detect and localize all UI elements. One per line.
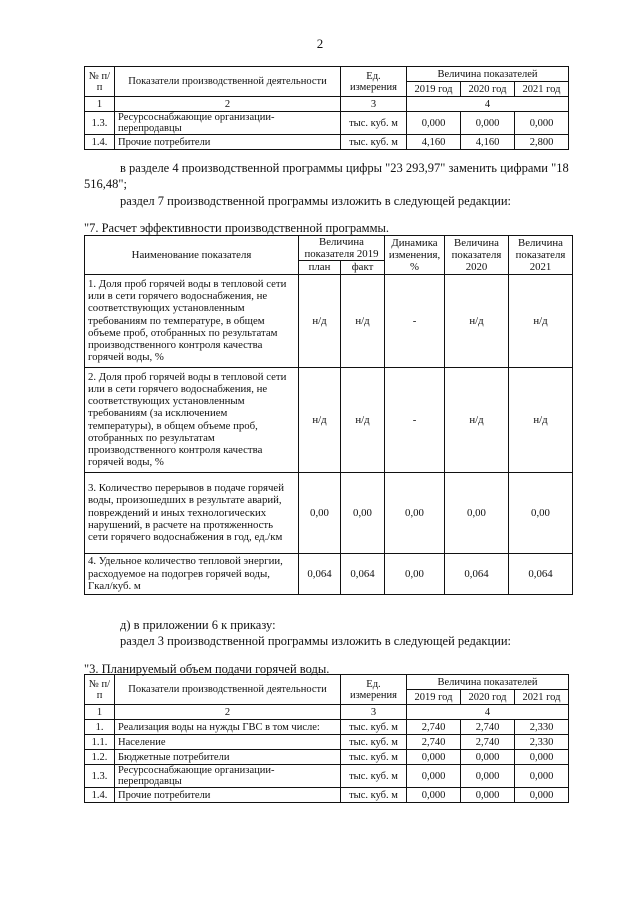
table-row — [85, 367, 573, 472]
table-header-row — [85, 67, 569, 82]
row-2021: 0,000 — [515, 788, 569, 803]
col-indicator-header: Показатели производственной деятельности — [115, 675, 341, 705]
production-table-top — [84, 66, 569, 150]
row-num: 1.1. — [85, 735, 115, 750]
row-fact: 0,00 — [341, 472, 385, 553]
colnum: 1 — [85, 705, 115, 720]
colnum: 3 — [341, 705, 407, 720]
row-2019: 4,160 — [407, 135, 461, 150]
row-dynamics: 0,00 — [385, 472, 445, 553]
row-2020: 0,00 — [445, 472, 509, 553]
row-num: 1.2. — [85, 750, 115, 765]
col-2020-header: 2020 год — [461, 690, 515, 705]
row-2021: 0,00 — [509, 472, 573, 553]
col-plan-header: план — [299, 261, 341, 274]
efficiency-table — [84, 235, 573, 595]
row-2020: 0,000 — [461, 112, 515, 135]
row-2021: 2,330 — [515, 720, 569, 735]
row-2021: 2,330 — [515, 735, 569, 750]
col-indicator-header: Показатели производственной деятельности — [115, 67, 341, 97]
table-row — [85, 112, 569, 135]
col-2021-header: Величина показателя 2021 — [509, 236, 573, 275]
row-2019: 0,000 — [407, 112, 461, 135]
row-unit: тыс. куб. м — [341, 765, 407, 788]
row-2020: 0,000 — [461, 750, 515, 765]
colnum: 1 — [85, 97, 115, 112]
row-2019: 2,740 — [407, 735, 461, 750]
row-2020: 0,064 — [445, 553, 509, 594]
paragraph-section7-intro: раздел 7 производственной программы изложить в следующей редакции: — [120, 194, 512, 208]
row-unit: тыс. куб. м — [341, 720, 407, 735]
row-2021: 0,064 — [509, 553, 573, 594]
col-fact-header: факт — [341, 261, 385, 274]
row-2020: 2,740 — [461, 735, 515, 750]
col-unit-header: Ед. измерения — [341, 675, 407, 705]
table-row — [85, 472, 573, 553]
section3-title: "3. Планируемый объем подачи горячей воды. — [84, 662, 330, 676]
col-unit-header: Ед. измерения — [341, 67, 407, 97]
row-name: Ресурсоснабжающие организации-перепродавцы — [115, 765, 341, 788]
row-num: 1.3. — [85, 112, 115, 135]
row-2020: 0,000 — [461, 788, 515, 803]
row-2021: н/д — [509, 274, 573, 367]
table-header-row — [85, 675, 569, 690]
row-num: 1.4. — [85, 135, 115, 150]
col-2020-header: Величина показателя 2020 — [445, 236, 509, 275]
row-name: 2. Доля проб горячей воды в тепловой сети или в сети горячего водоснабжения, не соответствующих установленным требованиям (за исключением температуры), в общем объеме проб, отобранных по результатам производственного контроля качества горячей воды, % — [85, 367, 299, 472]
row-2021: 0,000 — [515, 765, 569, 788]
hot-water-supply-table — [84, 674, 569, 803]
row-plan: 0,064 — [299, 553, 341, 594]
colnum: 4 — [407, 97, 569, 112]
col-2019-header: 2019 год — [407, 690, 461, 705]
row-2019: 2,740 — [407, 720, 461, 735]
row-name: 1. Доля проб горячей воды в тепловой сети или в сети горячего водоснабжения, не соответствующих установленным требованиям по температуре, в общем объеме проб, отобранных по результатам производственного контроля качества горячей воды, % — [85, 274, 299, 367]
row-num: 1. — [85, 720, 115, 735]
column-number-row — [85, 97, 569, 112]
colnum: 2 — [115, 97, 341, 112]
col-num-header: № п/п — [85, 675, 115, 705]
table-row — [85, 788, 569, 803]
col-name-header: Наименование показателя — [85, 236, 299, 275]
row-plan: н/д — [299, 367, 341, 472]
row-fact: н/д — [341, 367, 385, 472]
row-unit: тыс. куб. м — [341, 788, 407, 803]
colnum: 4 — [407, 705, 569, 720]
row-num: 1.4. — [85, 788, 115, 803]
row-2020: н/д — [445, 274, 509, 367]
row-unit: тыс. куб. м — [341, 750, 407, 765]
table-row — [85, 750, 569, 765]
row-unit: тыс. куб. м — [341, 135, 407, 150]
row-2020: 4,160 — [461, 135, 515, 150]
col-2019-header: Величина показателя 2019 — [299, 236, 385, 261]
col-2019-header: 2019 год — [407, 82, 461, 97]
paragraph-appendix6: д) в приложении 6 к приказу: — [120, 618, 276, 632]
table-row — [85, 274, 573, 367]
row-fact: н/д — [341, 274, 385, 367]
row-2021: 2,800 — [515, 135, 569, 150]
col-2021-header: 2021 год — [515, 690, 569, 705]
row-name: 3. Количество перерывов в подаче горячей воды, произошедших в результате аварий, повреждений и иных технологических нарушений, в расчете на протяженность сети горячего водоснабжения в год, ед./км — [85, 472, 299, 553]
colnum: 3 — [341, 97, 407, 112]
col-values-header: Величина показателей — [407, 675, 569, 690]
column-number-row — [85, 705, 569, 720]
table-header-row — [85, 236, 573, 261]
row-2019: 0,000 — [407, 788, 461, 803]
table-row — [85, 765, 569, 788]
table-row — [85, 135, 569, 150]
row-2019: 0,000 — [407, 765, 461, 788]
row-name: 4. Удельное количество тепловой энергии, расходуемое на подогрев горячей воды, Гкал/куб. м — [85, 553, 299, 594]
row-2019: 0,000 — [407, 750, 461, 765]
row-name: Бюджетные потребители — [115, 750, 341, 765]
col-2021-header: 2021 год — [515, 82, 569, 97]
row-2021: н/д — [509, 367, 573, 472]
row-2020: н/д — [445, 367, 509, 472]
row-fact: 0,064 — [341, 553, 385, 594]
row-dynamics: - — [385, 274, 445, 367]
row-name: Реализация воды на нужды ГВС в том числе: — [115, 720, 341, 735]
row-dynamics: - — [385, 367, 445, 472]
col-num-header: № п/п — [85, 67, 115, 97]
paragraph-section4-change: в разделе 4 производственной программы цифры "23 293,97" заменить цифрами "18 516,48"; — [84, 161, 569, 191]
row-name: Прочие потребители — [115, 135, 341, 150]
row-plan: 0,00 — [299, 472, 341, 553]
col-dynamics-header: Динамика изменения, % — [385, 236, 445, 275]
table-row — [85, 720, 569, 735]
row-unit: тыс. куб. м — [341, 735, 407, 750]
col-2020-header: 2020 год — [461, 82, 515, 97]
page-number: 2 — [316, 36, 324, 51]
paragraph-section3-intro: раздел 3 производственной программы изложить в следующей редакции: — [120, 634, 512, 648]
row-2021: 0,000 — [515, 112, 569, 135]
section7-title: "7. Расчет эффективности производственной программы. — [84, 221, 389, 235]
row-unit: тыс. куб. м — [341, 112, 407, 135]
row-2021: 0,000 — [515, 750, 569, 765]
row-plan: н/д — [299, 274, 341, 367]
table-row — [85, 553, 573, 594]
row-name: Ресурсоснабжающие организации-перепродавцы — [115, 112, 341, 135]
row-dynamics: 0,00 — [385, 553, 445, 594]
col-values-header: Величина показателей — [407, 67, 569, 82]
colnum: 2 — [115, 705, 341, 720]
row-2020: 2,740 — [461, 720, 515, 735]
table-row — [85, 735, 569, 750]
row-2020: 0,000 — [461, 765, 515, 788]
row-name: Население — [115, 735, 341, 750]
row-num: 1.3. — [85, 765, 115, 788]
row-name: Прочие потребители — [115, 788, 341, 803]
